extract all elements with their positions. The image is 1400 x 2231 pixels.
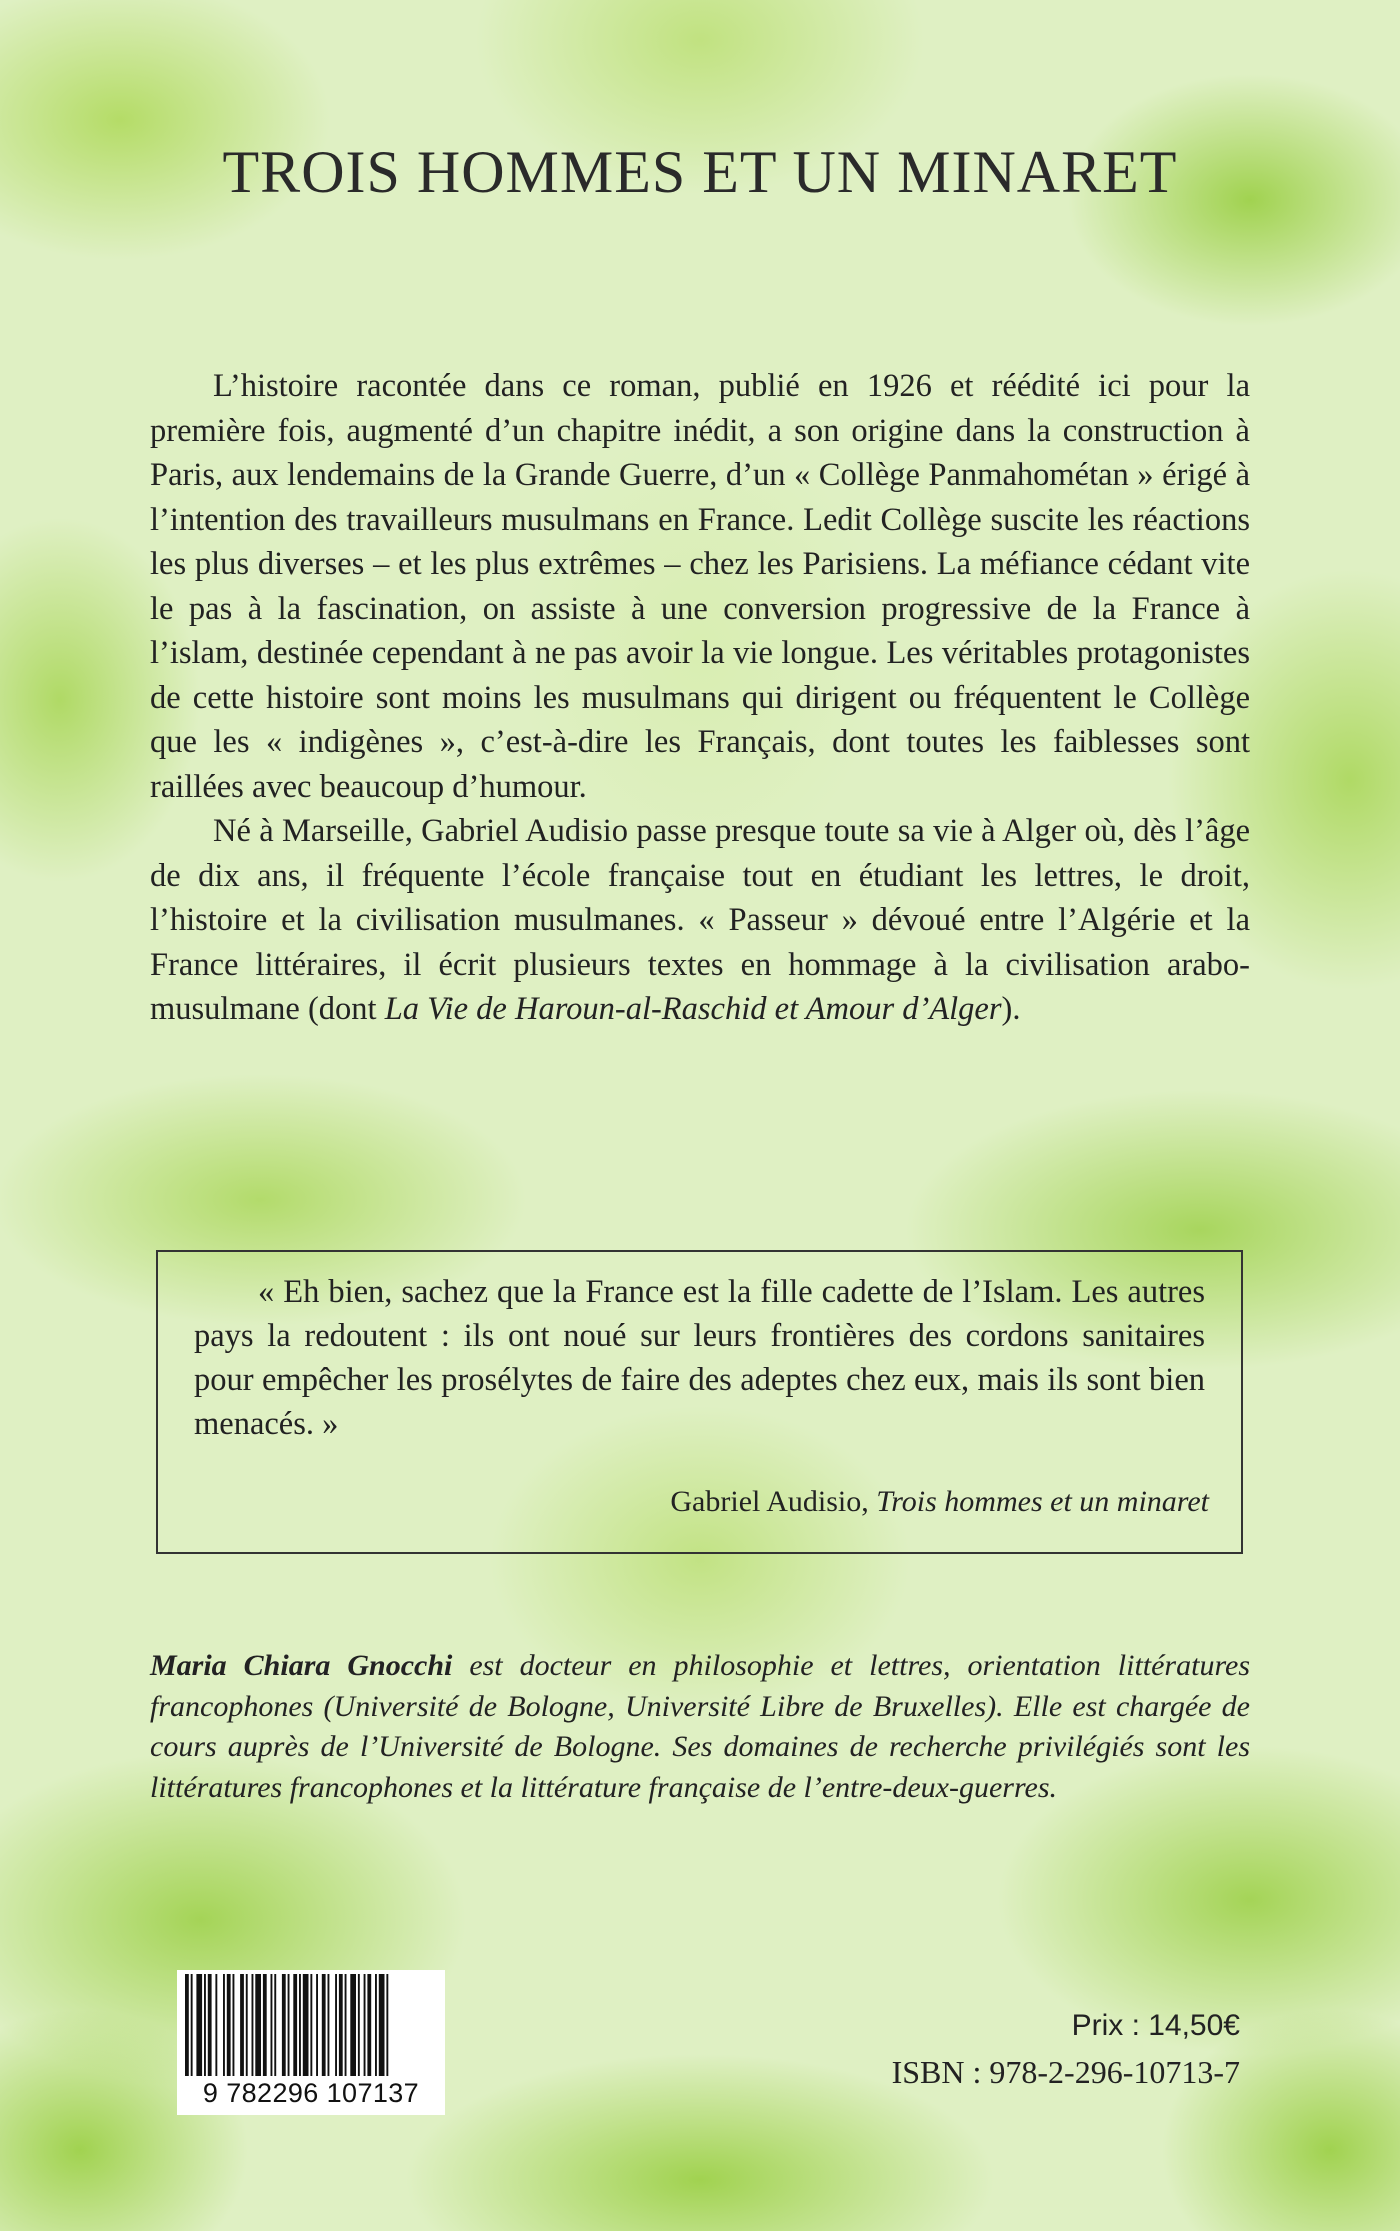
barcode-bar xyxy=(282,1974,286,2078)
barcode-bar xyxy=(196,1974,202,2078)
barcode-digits: 9 782296 107137 xyxy=(177,2076,445,2110)
barcode-bar xyxy=(246,1974,248,2078)
book-title: TROIS HOMMES ET UN MINARET xyxy=(222,139,1178,205)
isbn: ISBN : 978-2-296-10713-7 xyxy=(891,2054,1240,2090)
editor-name: Maria Chiara Gnocchi xyxy=(150,1649,453,1682)
barcode-bar xyxy=(208,1974,212,2078)
price: Prix : 14,50€ xyxy=(1071,2009,1240,2042)
barcode-bar xyxy=(335,1974,337,2078)
barcode-bar xyxy=(328,1974,330,2078)
editor-bio-text: est docteur en philosophie et lettres, orientation littératures francophones (Université de Bologne, Université Libre de Bruxelles). Elle est chargée de cours auprès de l’Université de Bologne. Ses domaines de recherche privilégiés sont les littératures francophones et la littérature française de l’entre-deux-guerres. xyxy=(150,1649,1250,1804)
summary-paragraph: L’histoire racontée dans ce roman, publié en 1926 et réédité ici pour la première fois, augmenté d’un chapitre inédit, a son origine dans la construction à Paris, aux lendemains de la Grande Guerre, d’un « Collège Panmahométan » érigé à l’intention des travailleurs musulmans en France. Ledit Collège suscite les réactions les plus diverses – et les plus extrêmes – chez les Parisiens. La méfiance cédant vite le pas à la fascination, on assiste à une conversion progressive de la France à l’islam, destinée cependant à ne pas avoir la vie longue. Les véritables protagonistes de cette histoire sont moins les musulmans qui dirigent ou fréquentent le Collège que les « indigènes », c’est-à-dire les Français, dont toutes les faiblesses sont raillées avec beaucoup d’humour. xyxy=(150,368,1250,805)
barcode-bar xyxy=(233,1974,235,2078)
barcode-bar xyxy=(375,1974,377,2078)
barcode-bar xyxy=(215,1974,217,2078)
barcode-bar xyxy=(252,1974,254,2078)
barcode-bar xyxy=(316,1974,318,2078)
barcode-bar xyxy=(288,1974,290,2078)
editor-bio xyxy=(150,1646,1250,1808)
barcode-bar xyxy=(339,1974,343,2078)
barcode-bar xyxy=(322,1974,326,2078)
quote-author: Gabriel Audisio, xyxy=(670,1485,877,1518)
author-works-title: La Vie de Haroun-al-Raschid et Amour d’Alger xyxy=(384,991,1002,1027)
quote-text: « Eh bien, sachez que la France est la fille cadette de l’Islam. Les autres pays la redoutent : ils ont noué sur leurs frontières des cordons sanitaires pour empêcher les prosélytes de faire des adeptes chez eux, mais ils sont bien menacés. » xyxy=(194,1274,1205,1442)
author-paragraph-closing: ). xyxy=(1001,991,1021,1027)
author-paragraph xyxy=(150,809,1250,1032)
quote-source-title: Trois hommes et un minaret xyxy=(876,1485,1209,1518)
barcode-bar xyxy=(364,1974,366,2078)
quote-box xyxy=(156,1250,1243,1554)
back-cover-text xyxy=(150,364,1250,1032)
barcode-bar xyxy=(223,1974,225,2078)
barcode-bar xyxy=(263,1974,267,2078)
barcode-bar xyxy=(240,1974,244,2078)
barcode-bar xyxy=(204,1974,206,2078)
barcode-bar xyxy=(271,1974,273,2078)
barcode-bar xyxy=(386,1974,388,2078)
barcode-bar xyxy=(367,1974,371,2078)
barcode-bar xyxy=(191,1974,193,2078)
barcode-bar xyxy=(299,1974,301,2078)
barcode xyxy=(177,1970,445,2115)
barcode-bar xyxy=(274,1974,276,2078)
author-paragraph-text: Né à Marseille, Gabriel Audisio passe presque toute sa vie à Alger où, dès l’âge de dix ans, il fréquente l’école française tout en étudiant les lettres, le droit, l’histoire et la civilisation musulmanes. « Passeur » dévoué entre l’Algérie et la France littéraires, il écrit plusieurs textes en hommage à la civilisation arabo-musulmane (dont xyxy=(150,813,1250,1027)
barcode-bar xyxy=(293,1974,297,2078)
barcode-bar xyxy=(379,1974,385,2078)
barcode-bar xyxy=(345,1974,347,2078)
barcode-bars xyxy=(177,1970,445,2082)
barcode-bar xyxy=(350,1974,356,2078)
barcode-bar xyxy=(185,1974,189,2078)
barcode-bar xyxy=(227,1974,231,2078)
barcode-bar xyxy=(255,1974,261,2078)
barcode-bar xyxy=(303,1974,309,2078)
quote-attribution xyxy=(670,1482,1209,1522)
barcode-bar xyxy=(310,1974,312,2078)
barcode-bar xyxy=(358,1974,360,2078)
